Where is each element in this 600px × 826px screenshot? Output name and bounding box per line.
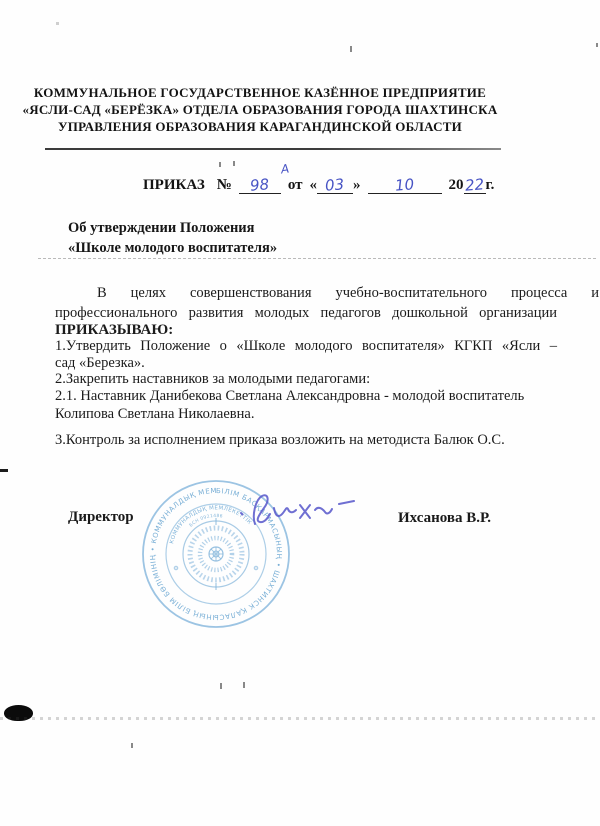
- order-number-line: [143, 161, 495, 195]
- scan-speck: [243, 682, 245, 688]
- item-2-1-line-1: 2.1. Наставник Данибекова Светлана Александровна - молодой воспитатель: [55, 388, 525, 404]
- year-prefix: 20: [448, 177, 464, 193]
- order-month-field: [368, 177, 442, 194]
- scan-speck: [56, 22, 59, 25]
- order-year-field: [464, 177, 486, 194]
- year-suffix: г.: [485, 177, 495, 193]
- order-day-field: [317, 177, 353, 194]
- subject-line-1: Об утверждении Положения: [68, 220, 255, 236]
- paragraph-line-1: В целях совершенствования учебно-воспитательного процесса и: [97, 285, 599, 301]
- item-1-line-2: сад «Березка».: [55, 355, 145, 371]
- faded-scan-line: [38, 258, 596, 259]
- org-header-line-3: УПРАВЛЕНИЯ ОБРАЗОВАНИЯ КАРАГАНДИНСКОЙ ОБЛАСТИ: [57, 119, 463, 134]
- scan-edge-mark: [0, 469, 8, 472]
- scan-speck: [219, 162, 221, 167]
- paragraph-line-2: профессионального развития молодых педагогов дошкольной организации: [55, 305, 557, 321]
- order-subject: [68, 218, 277, 258]
- director-name: Ихсанова В.Р.: [398, 510, 491, 526]
- org-header-line-1: КОММУНАЛЬНОЕ ГОСУДАРСТВЕННОЕ КАЗЁННОЕ ПРЕДПРИЯТИЕ: [33, 85, 487, 100]
- item-3: 3.Контроль за исполнением приказа возложить на методиста Балюк О.С.: [55, 432, 505, 448]
- order-month-handwritten: 10: [394, 175, 415, 195]
- order-number-field: [239, 161, 290, 195]
- org-header-line-2: «ЯСЛИ-САД «БЕРЁЗКА» ОТДЕЛА ОБРАЗОВАНИЯ ГОРОДА ШАХТИНСКА: [22, 102, 498, 117]
- header-divider-line: [45, 148, 501, 150]
- order-label: ПРИКАЗ: [143, 177, 205, 193]
- order-day-handwritten: 03: [324, 175, 346, 195]
- scan-speck: [220, 683, 222, 689]
- item-2: 2.Закрепить наставников за молодыми педагогами:: [55, 371, 371, 387]
- item-2-1-line-2: Колипова Светлана Николаевна.: [55, 406, 255, 422]
- stamp-inner-text: КОММУНАЛДЫҚ МЕМЛЕКЕТТІК: [169, 505, 253, 545]
- director-signature: [233, 488, 358, 536]
- stamp-bsn-text: БСН 0921486: [188, 513, 224, 529]
- scan-smear-line: [0, 717, 600, 720]
- quote-open: «: [309, 177, 318, 193]
- scan-speck: [131, 743, 133, 748]
- quote-close: »: [353, 177, 361, 193]
- subject-line-2: «Школе молодого воспитателя»: [68, 240, 278, 256]
- item-1-line-1: 1.Утвердить Положение о «Школе молодого воспитателя» КГКП «Ясли –: [55, 338, 557, 354]
- director-role-label: Директор: [68, 509, 134, 525]
- resolve-label: ПРИКАЗЫВАЮ:: [55, 322, 174, 338]
- from-label: от: [287, 177, 303, 193]
- stamp-ring-text: БІЛІМ БАСҚАРМАСЫНЫҢ • ШАХТИНСК ҚАЛАСЫНЫҢ БІЛІМ БӨЛІМІНІҢ • КОММУНАЛДЫҚ МЕМЛЕКЕТТІК ҚАЗЫНАЛЫҚ КӘСІПОРНЫ •: [148, 486, 284, 622]
- org-header: [6, 84, 514, 135]
- scan-speck: [350, 46, 352, 52]
- order-year-handwritten: 22: [464, 175, 485, 195]
- scan-speck: [233, 161, 235, 166]
- order-number-handwritten: 98: [249, 175, 271, 195]
- scan-speck: [596, 43, 598, 47]
- number-sign: №: [216, 177, 232, 193]
- order-number-superscript: А: [279, 161, 290, 177]
